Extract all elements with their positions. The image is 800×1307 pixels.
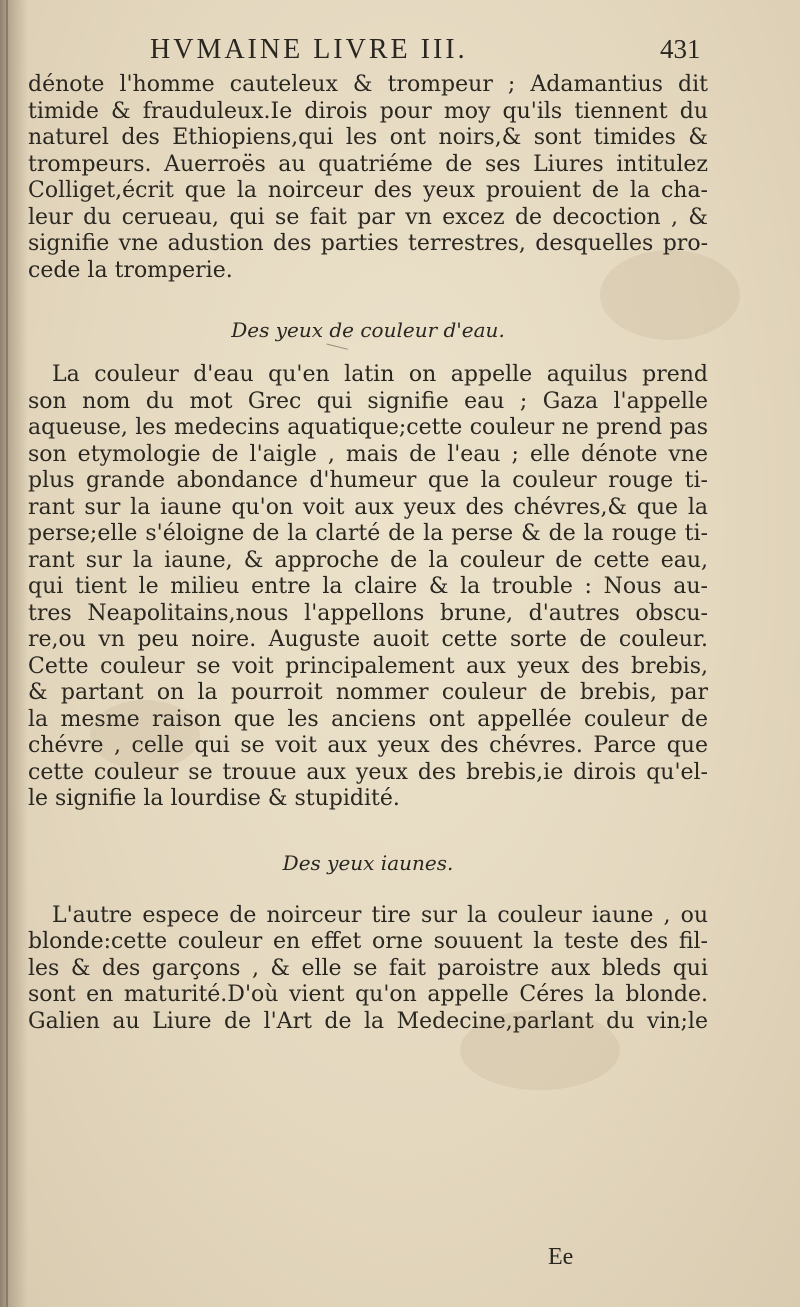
text-line: cede la tromperie. [28, 257, 233, 283]
catchword: Ee [548, 1244, 574, 1270]
section-heading: Des yeux iaunes. [282, 850, 454, 875]
text-line: blonde:cette couleur en effet orne souuent la teste des fil- [28, 929, 708, 954]
paragraph-1 [28, 72, 708, 284]
text-line: trompeurs. Auerroës au quatriéme de ses Liures intitulez [28, 151, 708, 177]
text-line: Cette couleur se voit principalement aux yeux des brebis, [28, 653, 708, 679]
text-line: cette couleur se trouue aux yeux des brebis,ie dirois qu'el- [28, 759, 708, 785]
text-line: L'autre espece de noirceur tire sur la couleur iaune , ou [52, 902, 708, 928]
text-line: le signifie la lourdise & stupidité. [28, 786, 400, 811]
text-line: re,ou vn peu noire. Auguste auoit cette sorte de couleur. [28, 627, 708, 652]
text-line: son etymologie de l'aigle , mais de l'eau ; elle dénote vne [28, 441, 708, 467]
text-line: les & des garçons , & elle se fait paroistre aux bleds qui [28, 955, 708, 981]
section-heading: Des yeux de couleur d'eau. [231, 318, 505, 342]
text-line: signifie vne adustion des parties terrestres, desquelles pro- [28, 231, 708, 256]
gutter-fold [6, 0, 8, 1307]
running-head: HVMAINE LIVRE III. [150, 34, 468, 65]
text-line: tres Neapolitains,nous l'appellons brune, d'autres obscu- [28, 600, 708, 626]
text-line: plus grande abondance d'humeur que la couleur rouge ti- [28, 468, 708, 493]
text-line: timide & frauduleux.Ie dirois pour moy qu'ils tiennent du [28, 98, 708, 124]
gutter-shadow [0, 0, 28, 1307]
page-header [0, 34, 800, 74]
text-line: rant sur la iaune, & approche de la couleur de cette eau, [28, 547, 708, 573]
text-line: perse;elle s'éloigne de la clarté de la perse & de la rouge ti- [28, 521, 708, 546]
paragraph-3 [28, 903, 708, 1036]
text-block [28, 72, 708, 1035]
text-line: dénote l'homme cauteleux & trompeur ; Adamantius dit [28, 72, 708, 97]
text-line: son nom du mot Grec qui signifie eau ; Gaza l'appelle [28, 388, 708, 414]
text-line: chévre , celle qui se voit aux yeux des chévres. Parce que [28, 733, 708, 758]
text-line: leur du cerueau, qui se fait par vn excez de decoction , & [28, 204, 708, 230]
page-number: 431 [660, 34, 701, 64]
paragraph-2 [28, 362, 708, 813]
text-line: Galien au Liure de l'Art de la Medecine,parlant du vin;le [28, 1008, 708, 1034]
text-line: La couleur d'eau qu'en latin on appelle aquilus prend [52, 362, 708, 387]
text-line: qui tient le milieu entre la claire & la trouble : Nous au- [28, 574, 708, 599]
text-line: & partant on la pourroit nommer couleur de brebis, par [28, 680, 708, 705]
text-line: Colliget,écrit que la noirceur des yeux prouient de la cha- [28, 178, 708, 203]
text-line: naturel des Ethiopiens,qui les ont noirs,& sont timides & [28, 125, 708, 150]
text-line: aqueuse, les medecins aquatique;cette couleur ne prend pas [28, 415, 708, 440]
text-line: rant sur la iaune qu'on voit aux yeux des chévres,& que la [28, 494, 708, 520]
text-line: sont en maturité.D'où vient qu'on appelle Céres la blonde. [28, 982, 708, 1007]
text-line: la mesme raison que les anciens ont appellée couleur de [28, 706, 708, 732]
